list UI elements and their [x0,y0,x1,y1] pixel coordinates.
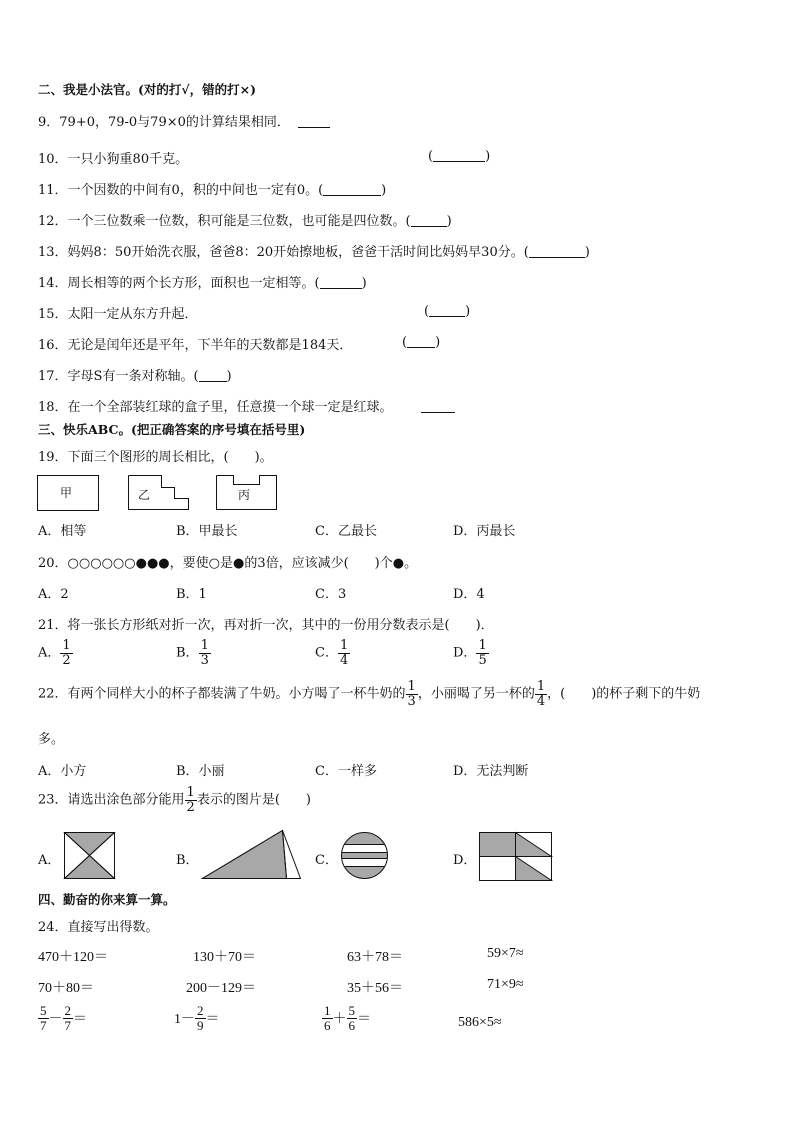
calc-470-120: 470＋120＝ [38,950,108,965]
calc-70-80: 70＋80＝ [38,981,94,996]
fraction-1-4: $\frac{1}{4}$ [339,638,349,668]
question-22: 22．有两个同样大小的杯子都装满了牛奶。小方喝了一杯牛奶的 $\frac{1}{3}$ ，小丽喝了另一杯的 $\frac{1}{4}$ ，( )的杯子剩下的牛奶 [38,679,701,709]
question-24: 24．直接写出得数。 [38,920,159,935]
question-17-text: 17．字母S有一条对称轴。( [38,369,199,384]
fraction-1-3: $\frac{1}{3}$ [407,679,416,709]
q20-option-b[interactable]: B．1 [176,587,207,602]
answer-blank-16[interactable] [407,334,435,348]
answer-blank-13[interactable] [529,244,585,258]
answer-blank-12[interactable] [411,213,447,227]
calc-130-70: 130＋70＝ [193,950,256,965]
square-hourglass-figure[interactable] [64,832,116,880]
q23-option-d-label[interactable]: D． [453,853,477,868]
question-16 [38,334,352,353]
question-18-text: 18．在一个全部装红球的盒子里，任意摸一个球一定是红球。 [38,400,393,415]
q22-option-a[interactable]: A．小方 [38,764,87,779]
q20-option-a[interactable]: A．2 [38,587,69,602]
question-15-text: 15．太阳一定从东方升起． [38,307,198,322]
question-11-text: 11．一个因数的中间有0，积的中间也一定有0。( [38,183,324,198]
question-10-text: 10．一只小狗重80千克。 [38,152,189,167]
calc-35-56: 35＋56＝ [347,981,403,996]
q20-option-d[interactable]: D．4 [453,587,485,602]
q19-option-c[interactable]: C．乙最长 [315,524,377,539]
answer-blank-15[interactable] [429,303,465,317]
calc-1-6-plus-5-6: $\frac{1}{6}$ ＋ $\frac{5}{6}$ ＝ [324,1003,371,1033]
calc-71x9: 71×9≈ [487,977,524,992]
q23-option-b-label[interactable]: B． [176,853,199,868]
question-12: 12．一个三位数乘一位数，积可能是三位数，也可能是四位数。( ) [38,214,452,229]
shape-bing-label: 丙 [238,488,251,502]
q23-option-a-label[interactable]: A． [38,853,61,868]
q21-option-c[interactable]: C． $\frac{1}{4}$ [315,638,349,668]
calc-59x7: 59×7≈ [487,946,524,961]
question-13-text: 13．妈妈8：50开始洗衣服，爸爸8：20开始擦地板，爸爸干活时间比妈妈早30分。( [38,245,529,260]
fraction-1-4: $\frac{1}{4}$ [536,679,546,709]
fraction-1-2: $\frac{1}{2}$ [62,638,71,668]
rectangle-grid-figure[interactable] [479,832,553,882]
calc-200-129: 200－129＝ [186,981,256,996]
answer-paren-15: ( ) [424,304,471,319]
answer-blank-9[interactable] [298,114,330,128]
q21-option-b[interactable]: B． $\frac{1}{3}$ [176,638,209,668]
question-12-text: 12．一个三位数乘一位数，积可能是三位数，也可能是四位数。( [38,214,411,229]
q21-option-a[interactable]: A． $\frac{1}{2}$ [38,638,71,668]
question-10 [38,148,188,167]
question-23: 23．请选出涂色部分能用 $\frac{1}{2}$ 表示的图片是( ) [38,785,311,815]
question-21: 21．将一张长方形纸对折一次，再对折一次，其中的一份用分数表示是( )． [38,618,494,633]
question-20: 20．○○○○○○●●●，要使○是●的3倍，应该减少( )个●。 [38,556,418,571]
q23-option-c-label[interactable]: C． [315,853,338,868]
question-11: 11．一个因数的中间有0，积的中间也一定有0。( ) [38,183,387,198]
calc-586x5: 586×5≈ [458,1015,502,1030]
fraction-1-3: $\frac{1}{3}$ [200,638,209,668]
answer-blank-11[interactable] [323,182,381,196]
question-17: 17．字母S有一条对称轴。( ) [38,369,232,384]
question-16-text: 16．无论是闰年还是平年，下半年的天数都是184天． [38,338,353,353]
q22-option-d[interactable]: D．无法判断 [453,764,529,779]
answer-blank-10[interactable] [433,148,485,162]
section-2-heading: 二、我是小法官。(对的打√，错的打×) [38,82,257,97]
calc-5-7-minus-2-7: $\frac{5}{7}$ － $\frac{2}{7}$ ＝ [40,1003,87,1033]
answer-blank-18[interactable] [421,399,455,413]
answer-paren-10: ( ) [428,149,491,164]
fraction-1-2: $\frac{1}{2}$ [186,785,195,815]
q19-option-b[interactable]: B．甲最长 [176,524,238,539]
q22-option-b[interactable]: B．小丽 [176,764,225,779]
shape-yi-label: 乙 [138,488,151,502]
fraction-1-5: $\frac{1}{5}$ [478,638,487,668]
shape-jia-label: 甲 [60,486,73,500]
circle-striped-figure[interactable] [341,832,389,880]
answer-blank-17[interactable] [199,368,227,382]
question-9 [38,111,330,130]
question-14-text: 14．周长相等的两个长方形，面积也一定相等。( [38,276,320,291]
q21-option-d[interactable]: D． $\frac{1}{5}$ [453,638,487,668]
q19-option-d[interactable]: D．丙最长 [453,524,516,539]
question-14: 14．周长相等的两个长方形，面积也一定相等。( ) [38,276,367,291]
q22-option-c[interactable]: C．一样多 [315,764,377,779]
section-4-heading: 四、勤奋的你来算一算。 [38,892,176,907]
question-13: 13．妈妈8：50开始洗衣服，爸爸8：20开始擦地板，爸爸干活时间比妈妈早30分。( ) [38,245,590,260]
q20-option-c[interactable]: C．3 [315,587,347,602]
calc-63-78: 63＋78＝ [347,950,403,965]
question-22-continued: 多。 [38,732,65,747]
q19-option-a[interactable]: A．相等 [38,524,87,539]
triangle-figure[interactable] [202,830,302,880]
calc-1-minus-2-9: 1－ $\frac{2}{9}$ ＝ [174,1003,220,1033]
question-9-text: 9．79+0，79-0与79×0的计算结果相同． [38,115,290,130]
question-19: 19．下面三个图形的周长相比，( )。 [38,450,273,465]
section-3-heading: 三、快乐ABC。(把正确答案的序号填在括号里) [38,422,306,437]
answer-paren-16: ( ) [402,335,441,350]
question-18 [38,396,455,415]
answer-blank-14[interactable] [320,275,362,289]
question-15 [38,303,198,322]
